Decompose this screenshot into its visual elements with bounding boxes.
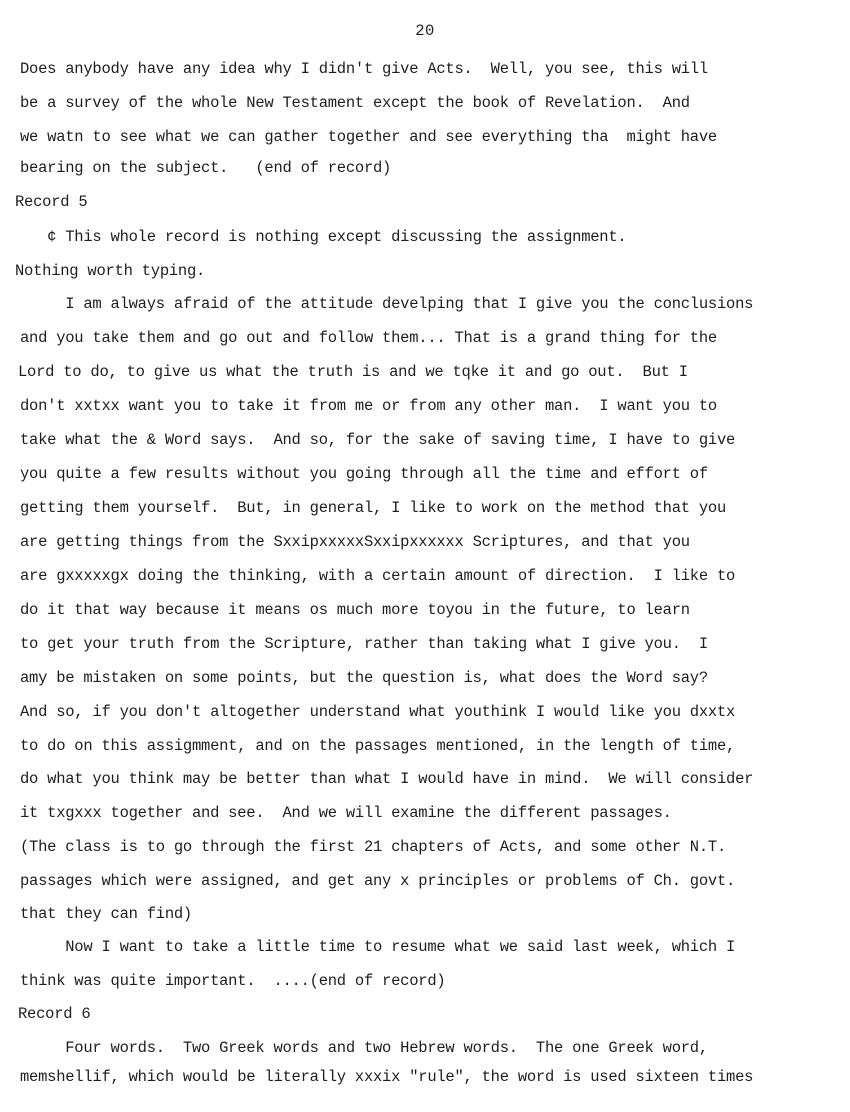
text-line: ¢ This whole record is nothing except discussing the assignment. — [20, 228, 627, 246]
text-line: do what you think may be better than what I would have in mind. We will consider — [20, 770, 754, 788]
text-line: don't xxtxx want you to take it from me or from any other man. I want you to — [20, 397, 717, 415]
text-line: memshellif, which would be literally xxxix "rule", the word is used sixteen times — [20, 1068, 754, 1086]
text-line: to do on this assigmment, and on the passages mentioned, in the length of time, — [20, 737, 736, 755]
text-line: are gxxxxxgx doing the thinking, with a certain amount of direction. I like to — [20, 567, 736, 585]
text-line: be a survey of the whole New Testament except the book of Revelation. And — [20, 94, 690, 112]
text-line: passages which were assigned, and get any x principles or problems of Ch. govt. — [20, 872, 736, 890]
text-line: (The class is to go through the first 21 chapters of Acts, and some other N.T. — [20, 838, 727, 856]
text-line: it txgxxx together and see. And we will examine the different passages. — [20, 804, 672, 822]
text-line: and you take them and go out and follow them... That is a grand thing for the — [20, 329, 717, 347]
text-line: I am always afraid of the attitude develping that I give you the conclusions — [20, 295, 754, 313]
text-line: think was quite important. ....(end of record) — [20, 972, 446, 990]
text-line: Four words. Two Greek words and two Hebrew words. The one Greek word, — [20, 1039, 708, 1057]
text-line: getting them yourself. But, in general, I like to work on the method that you — [20, 499, 727, 517]
record-heading: Record 5 — [15, 193, 88, 211]
text-line: Nothing worth typing. — [15, 262, 206, 280]
text-line: take what the & Word says. And so, for the sake of saving time, I have to give — [20, 431, 736, 449]
text-line: Lord to do, to give us what the truth is and we tqke it and go out. But I — [18, 363, 688, 381]
text-line: do it that way because it means os much more toyou in the future, to learn — [20, 601, 690, 619]
page-number: 20 — [415, 22, 435, 40]
text-line: Now I want to take a little time to resume what we said last week, which I — [20, 938, 736, 956]
text-line: are getting things from the SxxipxxxxxSxxipxxxxxx Scriptures, and that you — [20, 533, 690, 551]
text-line: that they can find) — [20, 905, 192, 923]
text-line: Does anybody have any idea why I didn't give Acts. Well, you see, this will — [20, 60, 708, 78]
text-line: bearing on the subject. (end of record) — [20, 159, 392, 177]
text-line: amy be mistaken on some points, but the question is, what does the Word say? — [20, 669, 708, 687]
text-line: you quite a few results without you going through all the time and effort of — [20, 465, 708, 483]
record-heading: Record 6 — [18, 1005, 91, 1023]
text-line: And so, if you don't altogether understand what youthink I would like you dxxtx — [20, 703, 736, 721]
text-line: to get your truth from the Scripture, rather than taking what I give you. I — [20, 635, 708, 653]
text-line: we watn to see what we can gather together and see everything tha might have — [20, 128, 717, 146]
